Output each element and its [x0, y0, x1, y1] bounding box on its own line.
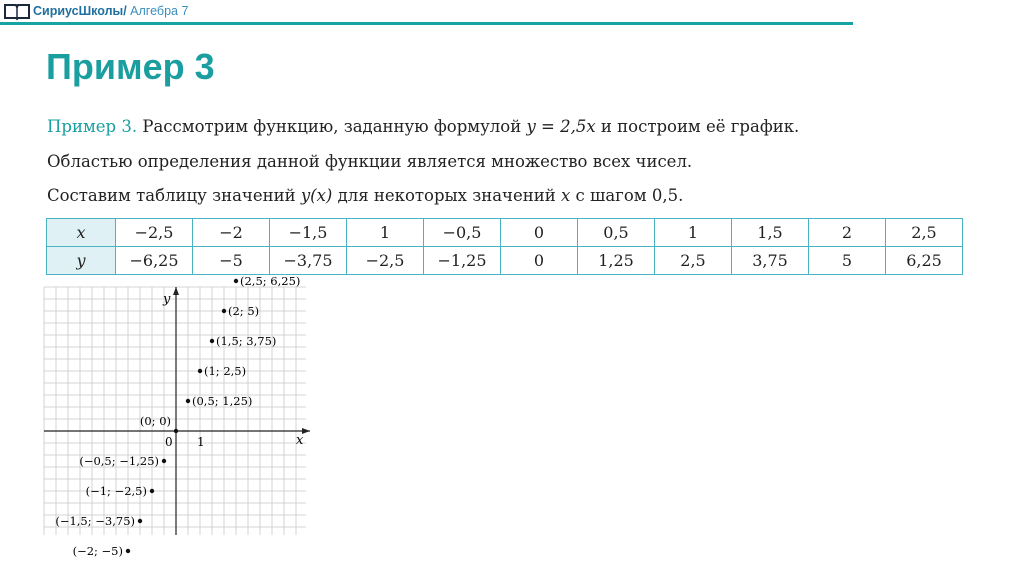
point-label: (−1,5; −3,75) — [55, 514, 135, 528]
values-table — [46, 218, 963, 275]
table-cell: −5 — [193, 247, 270, 275]
table-cell: 1,5 — [732, 219, 809, 247]
table-cell: 0 — [501, 247, 578, 275]
graph-point — [186, 399, 190, 403]
table-cell: 2,5 — [655, 247, 732, 275]
point-label: (−0,5; −1,25) — [79, 454, 159, 468]
domain-line: Областью определения данной функции является множество всех чисел. — [47, 152, 693, 171]
example-label: Пример 3. — [47, 117, 138, 136]
table-cell: 3,75 — [732, 247, 809, 275]
table-cell: −3,75 — [270, 247, 347, 275]
table-cell: 2 — [809, 219, 886, 247]
table-cell: 6,25 — [886, 247, 963, 275]
origin-label: 0 — [165, 435, 173, 449]
formula: y = 2,5x — [526, 117, 596, 136]
graph-point — [174, 429, 178, 433]
point-label: (0,5; 1,25) — [192, 394, 253, 408]
row-y-label: y — [47, 247, 116, 275]
table-cell: −2,5 — [347, 247, 424, 275]
table-cell: −2,5 — [116, 219, 193, 247]
header-divider — [0, 22, 853, 25]
table-cell: 0 — [501, 219, 578, 247]
table-cell: 1 — [655, 219, 732, 247]
page-title: Пример 3 — [46, 46, 215, 87]
graph-point — [234, 279, 238, 283]
function-graph — [42, 274, 312, 558]
table-cell: 0,5 — [578, 219, 655, 247]
point-label: (1; 2,5) — [204, 364, 247, 378]
table-cell: −1,25 — [424, 247, 501, 275]
point-label: (−1; −2,5) — [85, 484, 147, 498]
y-axis-label: y — [163, 292, 171, 307]
point-label: (2; 5) — [228, 304, 260, 318]
x-axis-label: x — [296, 433, 304, 448]
row-x-label: x — [47, 219, 116, 247]
graph-point — [198, 369, 202, 373]
table-cell: −6,25 — [116, 247, 193, 275]
brand-title: СириусШколы/ Алгебра 7 — [33, 4, 189, 18]
point-label: (1,5; 3,75) — [216, 334, 277, 348]
table-intro-line: Составим таблицу значений y(x) для некоторых значений x с шагом 0,5. — [47, 186, 684, 205]
grid — [44, 287, 306, 535]
graph-point — [162, 459, 166, 463]
table-row-x — [47, 219, 963, 247]
graph-point — [126, 549, 130, 553]
point-label: (2,5; 6,25) — [240, 274, 301, 288]
graph-point — [210, 339, 214, 343]
y-axis-arrow — [173, 287, 179, 295]
graph-point — [138, 519, 142, 523]
header — [4, 0, 188, 22]
table-cell: 2,5 — [886, 219, 963, 247]
table-cell: −1,5 — [270, 219, 347, 247]
intro-line: Пример 3. Рассмотрим функцию, заданную формулой y = 2,5x и построим её график. — [47, 117, 800, 136]
graph-point — [222, 309, 226, 313]
table-cell: 1,25 — [578, 247, 655, 275]
table-row-y — [47, 247, 963, 275]
table-cell: −0,5 — [424, 219, 501, 247]
graph-point — [150, 489, 154, 493]
table-cell: −2 — [193, 219, 270, 247]
book-icon — [4, 2, 30, 20]
table-cell: 1 — [347, 219, 424, 247]
unit-label: 1 — [197, 435, 205, 449]
table-cell: 5 — [809, 247, 886, 275]
point-label: (−2; −5) — [72, 544, 123, 558]
point-label: (0; 0) — [139, 414, 171, 428]
